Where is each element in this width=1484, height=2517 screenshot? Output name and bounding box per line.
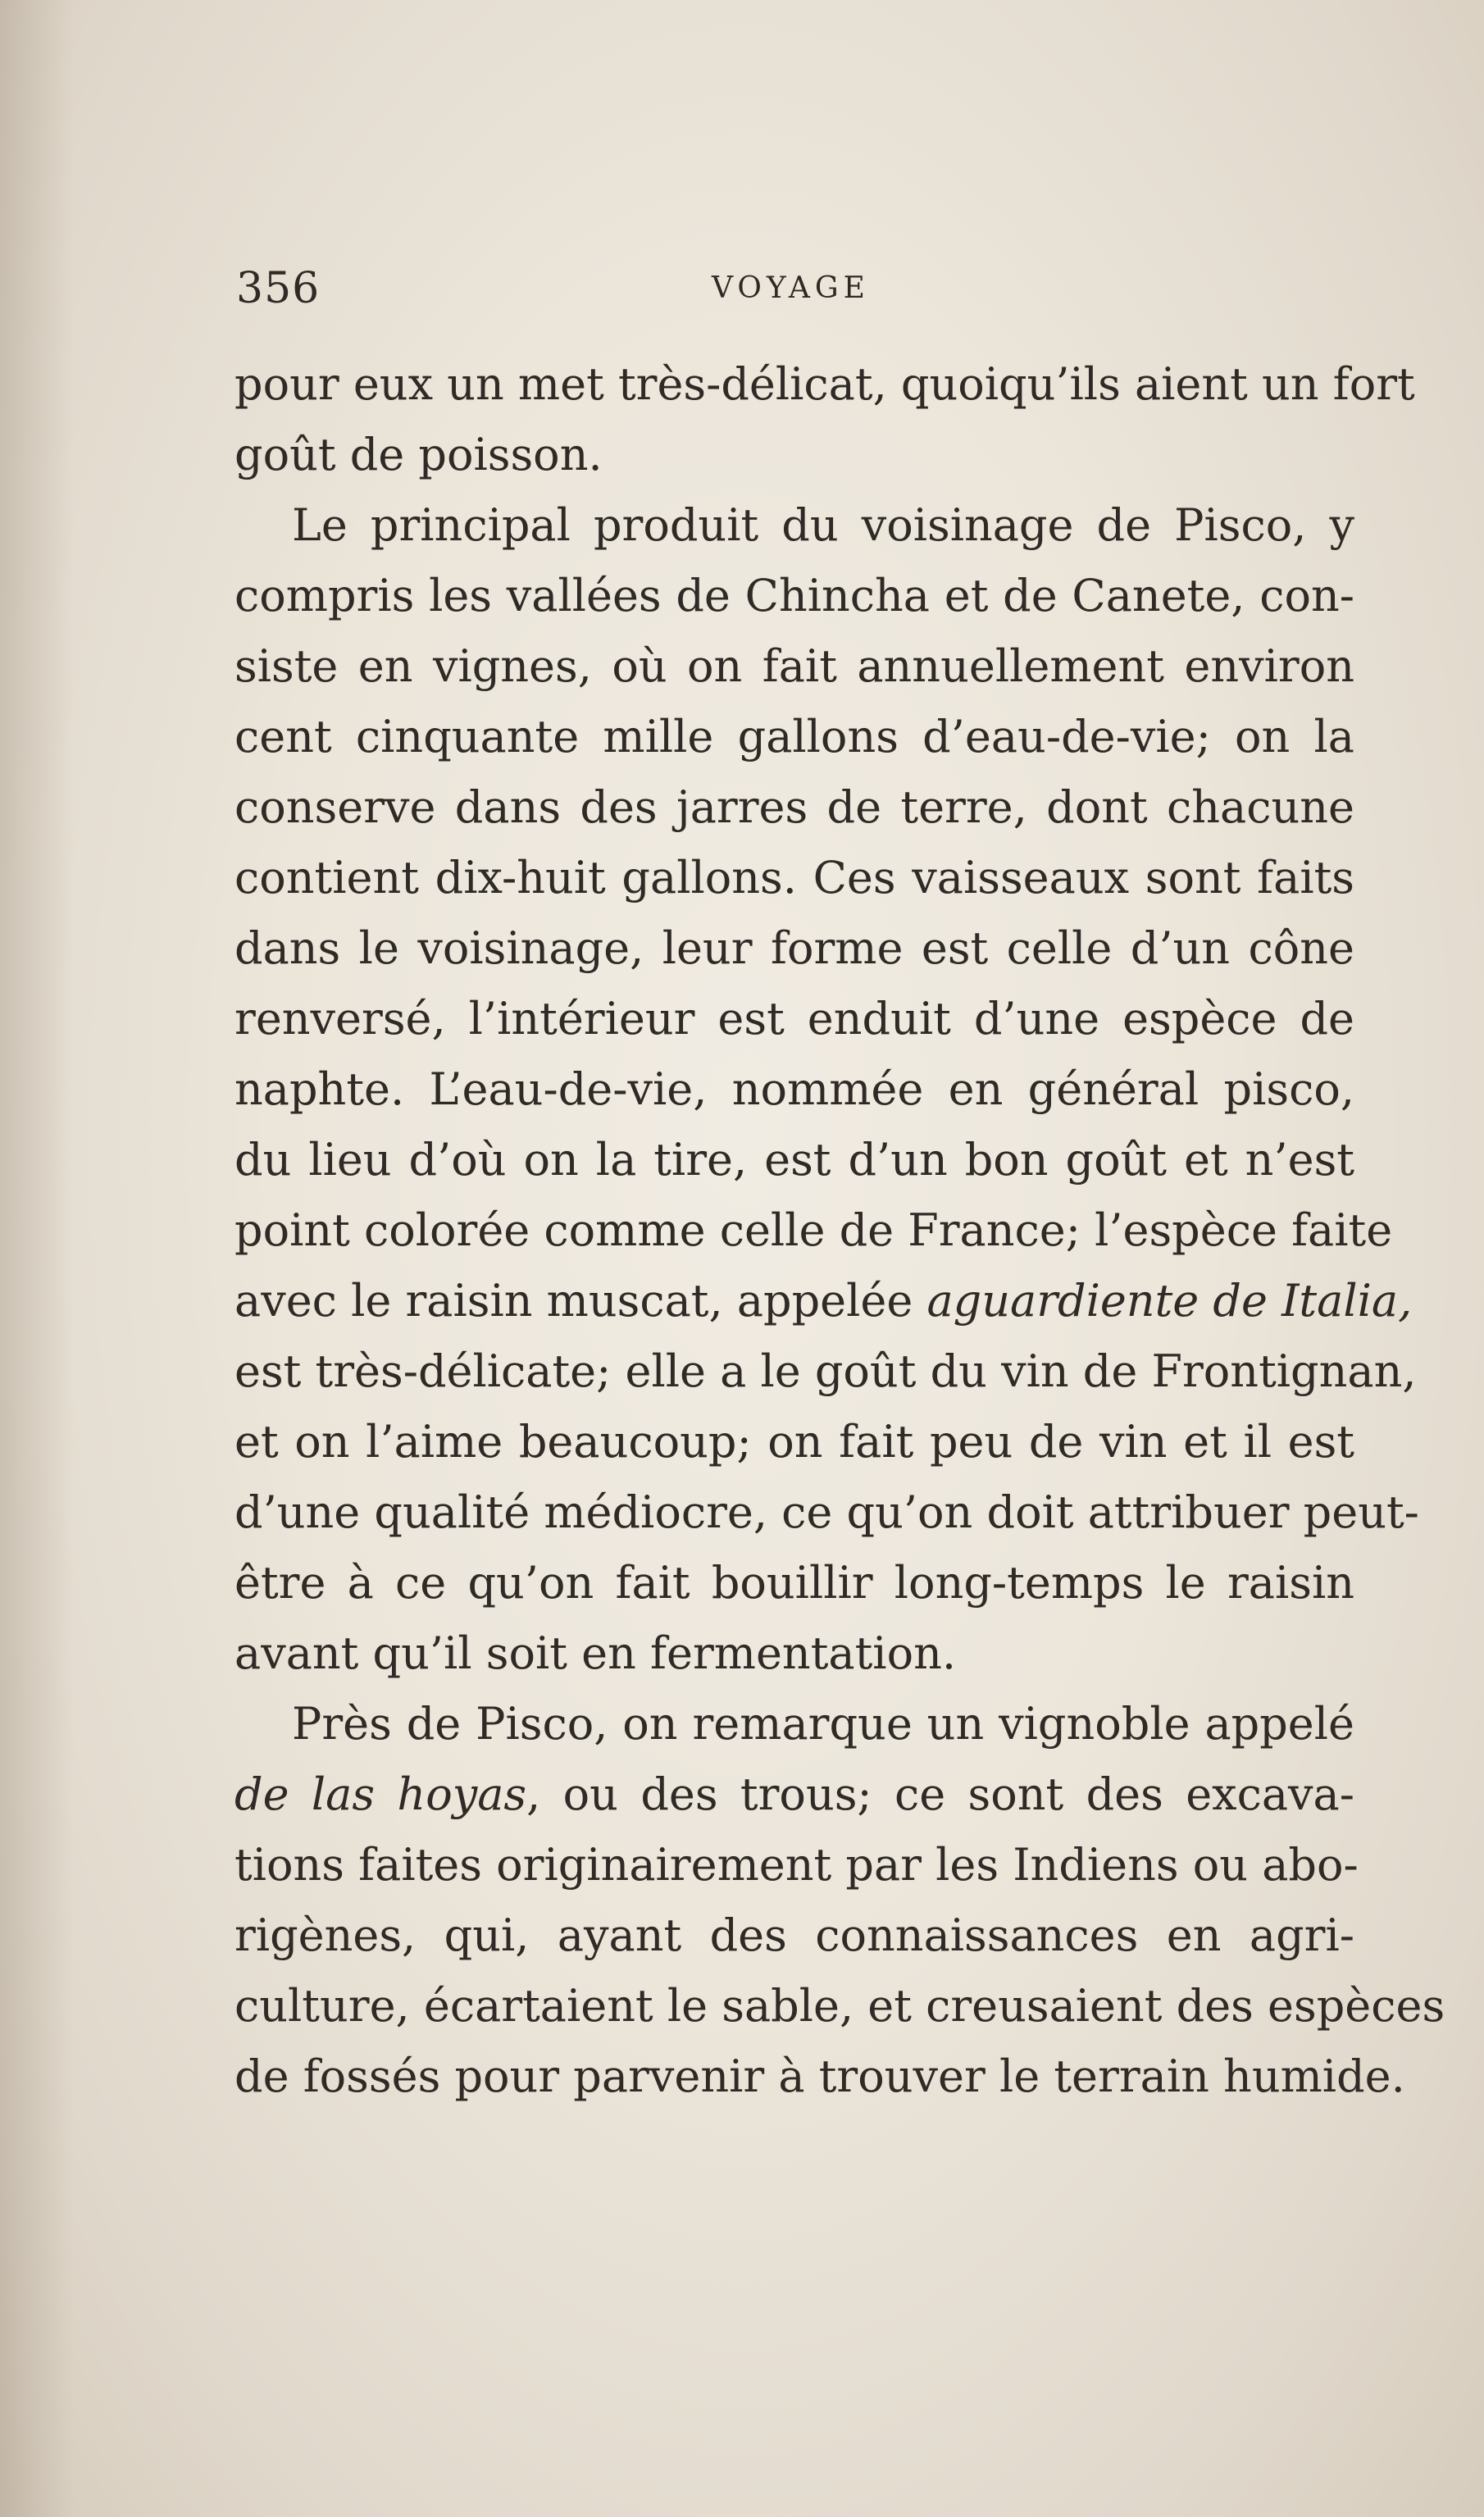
- text-line-mixed: [234, 1266, 1413, 1336]
- text-line: goût de poisson.: [234, 429, 603, 480]
- text-line: culture, écartaient le sable, et creusaient des espèces: [234, 1980, 1445, 2032]
- text-line: cent cinquante mille gallons d’eau-de-vie; on la: [234, 711, 1354, 762]
- text-line: rigènes, qui, ayant des connaissances en agri-: [234, 1909, 1354, 1961]
- text-line: de fossés pour parvenir à trouver le terrain humide.: [234, 2050, 1405, 2102]
- italic-term: aguardiente de Italia,: [926, 1275, 1413, 1327]
- italic-term: de las hoyas: [234, 1768, 527, 1820]
- text-line: Près de Pisco, on remarque un vignoble appelé: [292, 1698, 1354, 1750]
- text-line: avant qu’il soit en fermentation.: [234, 1627, 957, 1679]
- text-line-mixed: [234, 1759, 1354, 1830]
- page-number: 356: [236, 264, 321, 313]
- text-line: d’une qualité médiocre, ce qu’on doit attribuer peut-: [234, 1486, 1419, 1538]
- page-header: [236, 264, 1351, 313]
- body-text: [234, 349, 1445, 2112]
- running-head: VOYAGE: [712, 271, 870, 305]
- page-gutter-shadow: [0, 0, 74, 2517]
- text-line: naphte. L’eau-de-vie, nommée en général pisco,: [234, 1063, 1354, 1115]
- text-line: tions faites originairement par les Indiens ou abo-: [234, 1839, 1359, 1891]
- text-line: pour eux un met très-délicat, quoiqu’ils aient un fort: [234, 358, 1415, 410]
- text-line: est très-délicate; elle a le goût du vin de Frontignan,: [234, 1345, 1417, 1397]
- text-line: et on l’aime beaucoup; on fait peu de vin et il est: [234, 1416, 1354, 1468]
- text-line: du lieu d’où on la tire, est d’un bon goût et n’est: [234, 1134, 1354, 1186]
- text-line: contient dix-huit gallons. Ces vaisseaux sont faits: [234, 852, 1354, 903]
- text-line: siste en vignes, où on fait annuellement environ: [234, 640, 1354, 692]
- text-line: point colorée comme celle de France; l’espèce faite: [234, 1204, 1393, 1256]
- text-line: être à ce qu’on fait bouillir long-temps le raisin: [234, 1557, 1354, 1609]
- text-span: , ou des trous; ce sont des excava-: [526, 1768, 1355, 1820]
- text-line: compris les vallées de Chincha et de Canete, con-: [234, 570, 1354, 621]
- text-line: renversé, l’intérieur est enduit d’une espèce de: [234, 993, 1354, 1045]
- text-line: dans le voisinage, leur forme est celle d’un cône: [234, 922, 1354, 974]
- text-line: Le principal produit du voisinage de Pisco, y: [292, 499, 1354, 551]
- text-line: conserve dans des jarres de terre, dont chacune: [234, 781, 1354, 833]
- text-span: avec le raisin muscat, appelée: [234, 1275, 927, 1327]
